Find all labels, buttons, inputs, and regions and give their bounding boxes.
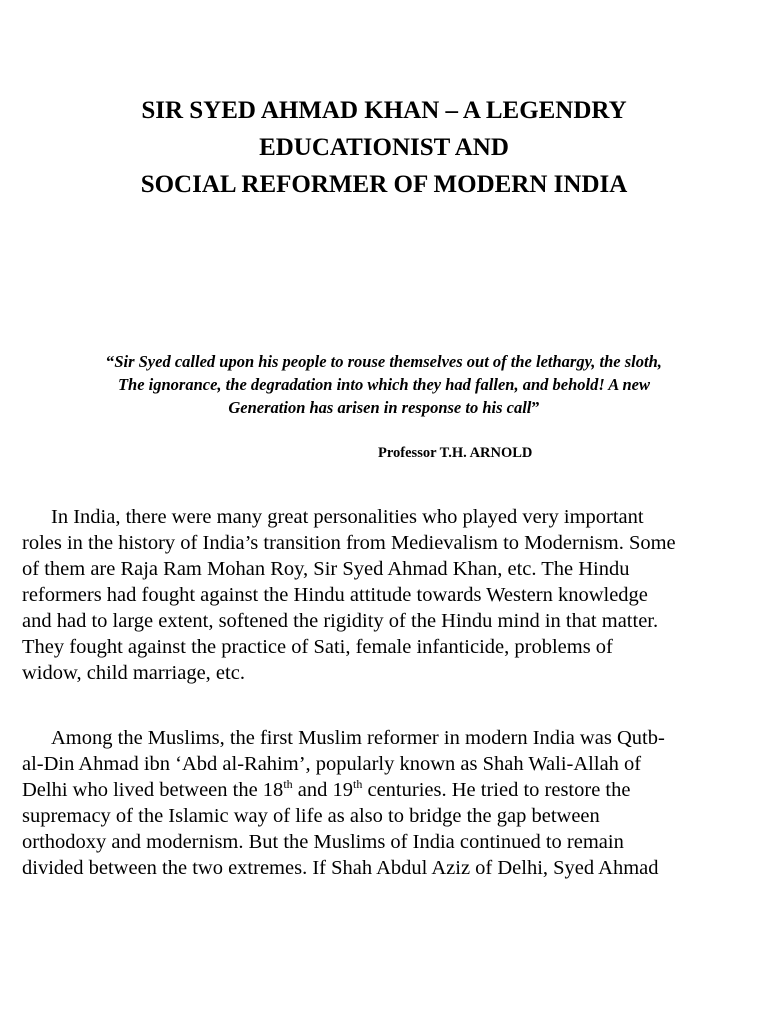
- quote-line-3: [30, 396, 738, 419]
- paragraph-2-line: divided between the two extremes. If Shah Abdul Aziz of Delhi, Syed Ahmad: [22, 857, 659, 879]
- paragraph-1-line: of them are Raja Ram Mohan Roy, Sir Syed Ahmad Khan, etc. The Hindu: [22, 558, 630, 580]
- quote-line-3-text: Generation has arisen in response to his call: [228, 398, 532, 417]
- paragraph-1-line: reformers had fought against the Hindu attitude towards Western knowledge: [22, 584, 648, 606]
- quote-open-mark: “: [106, 352, 115, 371]
- paragraph-1-line: widow, child marriage, etc.: [22, 662, 245, 684]
- body-paragraph-1: [22, 504, 752, 686]
- quote-attribution: Professor T.H. ARNOLD: [378, 445, 533, 461]
- title-line-3: SOCIAL REFORMER OF MODERN INDIA: [140, 171, 628, 198]
- paragraph-2-line: Among the Muslims, the first Muslim reformer in modern India was Qutb-: [51, 727, 665, 749]
- paragraph-1-line: In India, there were many great personalities who played very important: [51, 506, 644, 528]
- ordinal-suffix: th: [283, 777, 293, 792]
- document-title: [0, 92, 768, 203]
- paragraph-1-line: and had to large extent, softened the rigidity of the Hindu mind in that matter.: [22, 610, 659, 632]
- quote-line-2: [30, 373, 738, 396]
- title-line-1: SIR SYED AHMAD KHAN – A LEGENDRY: [141, 97, 627, 124]
- title-line-2: EDUCATIONIST AND: [259, 134, 509, 161]
- paragraph-2-line: [22, 777, 752, 803]
- quote-line-1: [30, 350, 738, 373]
- quote-line-2-text: The ignorance, the degradation into which they had fallen, and behold! A new: [117, 375, 651, 394]
- paragraph-1-line: They fought against the practice of Sati, female infanticide, problems of: [22, 636, 613, 658]
- paragraph-2-line: al-Din Ahmad ibn ‘Abd al-Rahim’, popularly known as Shah Wali-Allah of: [22, 753, 642, 775]
- paragraph-1-line: roles in the history of India’s transition from Medievalism to Modernism. Some: [22, 532, 676, 554]
- epigraph-quote: [30, 350, 738, 419]
- paragraph-2-line: supremacy of the Islamic way of life as also to bridge the gap between: [22, 805, 600, 827]
- paragraph-2-line-3c: centuries. He tried to restore the: [362, 779, 631, 801]
- paragraph-2-line: orthodoxy and modernism. But the Muslims of India continued to remain: [22, 831, 624, 853]
- ordinal-suffix: th: [353, 777, 363, 792]
- paragraph-2-line-3a: Delhi who lived between the 18: [22, 779, 284, 801]
- paragraph-2-line-3b: and 19: [292, 779, 354, 801]
- quote-line-1-text: Sir Syed called upon his people to rouse themselves out of the lethargy, the sloth,: [114, 352, 662, 371]
- quote-close-mark: ”: [531, 398, 540, 417]
- body-paragraph-2: [22, 725, 752, 881]
